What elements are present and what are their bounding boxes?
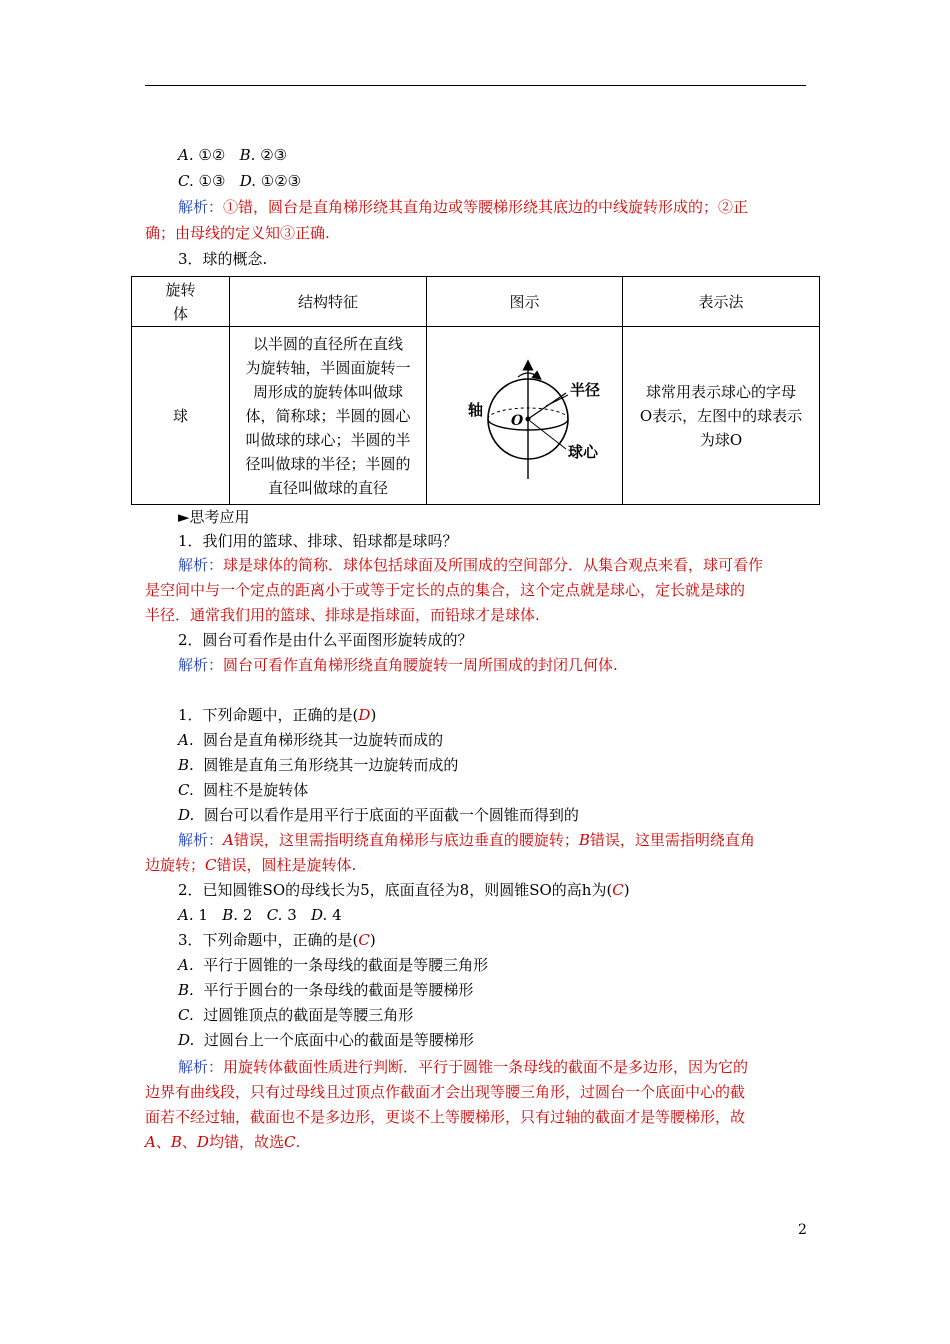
cell-features: 以半圆的直径所在直线 为旋转轴，半圆面旋转一 周形成的旋转体叫做球 体，简称球；半圆的圆心 叫做球的球心；半圆的半 径叫做球的半径；半圆的 直径叫做球的直径 — [230, 327, 427, 505]
exercise-3-analysis-line1: 解析：用旋转体截面性质进行判断．平行于圆锥一条母线的截面不是多边形，因为它的 — [178, 1058, 749, 1076]
exercise-3-option-c: C. 过圆锥顶点的截面是等腰三角形 — [178, 1006, 414, 1024]
header-notation: 表示法 — [623, 277, 820, 327]
exercise-1-option-a: A. 圆台是直角梯形绕其一边旋转而成的 — [178, 731, 444, 749]
exercise-1-option-c: C. 圆柱不是旋转体 — [178, 781, 309, 799]
exercise-3-analysis-line3: 面若不经过轴，截面也不是多边形，更谈不上等腰梯形，只有过轴的截面才是等腰梯形，故 — [145, 1108, 746, 1126]
header-features: 结构特征 — [230, 277, 427, 327]
header-rule — [145, 85, 806, 86]
label-center: 球心 — [567, 442, 598, 461]
page-number: 2 — [798, 1222, 807, 1238]
table-row — [132, 327, 820, 505]
sphere-diagram — [440, 351, 610, 481]
header-rotation-body: 旋转体 — [132, 277, 230, 327]
exercise-1-option-b: B. 圆锥是直角三角形绕其一边旋转而成的 — [178, 756, 459, 774]
sphere-table — [131, 276, 820, 505]
exercise-3-analysis-line4: A、B、D均错，故选C. — [145, 1133, 301, 1151]
label-center-point: O — [510, 412, 523, 429]
exercise-3-option-a: A. 平行于圆锥的一条母线的截面是等腰三角形 — [178, 956, 489, 974]
section-title: 3．球的概念. — [178, 250, 268, 268]
cell-diagram — [427, 327, 623, 505]
cell-notation: 球常用表示球心的字母 O表示，左图中的球表示 为球O — [623, 327, 820, 505]
thinking-q2: 2．圆台可看作是由什么平面图形旋转成的？ — [178, 631, 473, 649]
thinking-q1: 1．我们用的篮球、排球、铅球都是球吗？ — [178, 532, 458, 550]
exercise-1-stem: 1．下列命题中，正确的是(D) — [178, 706, 377, 724]
analysis-q2-line2: 确；由母线的定义知③正确. — [145, 224, 330, 242]
exercise-3-stem: 3．下列命题中，正确的是(C) — [178, 931, 376, 949]
exercise-3-option-b: B. 平行于圆台的一条母线的截面是等腰梯形 — [178, 981, 474, 999]
thinking-a1-line3: 半径．通常我们用的篮球、排球是指球面，而铅球才是球体. — [145, 606, 540, 624]
center-dot — [525, 416, 530, 421]
exercise-1-analysis-line1: 解析：A错误，这里需指明绕直角梯形与底边垂直的腰旋转；B错误，这里需指明绕直角 — [178, 831, 755, 849]
exercise-2-stem: 2．已知圆锥SO的母线长为5，底面直径为8，则圆锥SO的高h为(C) — [178, 881, 630, 899]
exercise-3-option-d: D. 过圆台上一个底面中心的截面是等腰梯形 — [178, 1031, 474, 1049]
table-header-row — [132, 277, 820, 327]
cell-name: 球 — [132, 327, 230, 505]
exercise-1-analysis-line2: 边旋转；C错误，圆柱是旋转体. — [145, 856, 357, 874]
thinking-a1-line2: 是空间中与一个定点的距离小于或等于定长的点的集合，这个定点就是球心，定长就是球的 — [145, 581, 746, 599]
label-radius: 半径 — [569, 380, 600, 399]
header-diagram: 图示 — [427, 277, 623, 327]
options-cd: C. ①③ D. ①②③ — [178, 172, 302, 190]
label-axis: 轴 — [467, 400, 483, 419]
analysis-q2-line1: 解析：①错，圆台是直角梯形绕其直角边或等腰梯形绕其底边的中线旋转形成的；②正 — [178, 198, 749, 216]
options-ab: A. ①② B. ②③ — [178, 146, 288, 164]
exercise-3-analysis-line2: 边界有曲线段，只有过母线且过顶点作截面才会出现等腰三角形，过圆台一个底面中心的截 — [145, 1083, 746, 1101]
thinking-heading: ►思考应用 — [178, 508, 250, 526]
thinking-a1-line1: 解析：球是球体的简称．球体包括球面及所围成的空间部分．从集合观点来看，球可看作 — [178, 556, 764, 574]
exercise-2-options: A. 1 B. 2 C. 3 D. 4 — [178, 906, 342, 924]
thinking-a2: 解析：圆台可看作直角梯形绕直角腰旋转一周所围成的封闭几何体. — [178, 656, 618, 674]
exercise-1-option-d: D. 圆台可以看作是用平行于底面的平面截一个圆锥而得到的 — [178, 806, 579, 824]
